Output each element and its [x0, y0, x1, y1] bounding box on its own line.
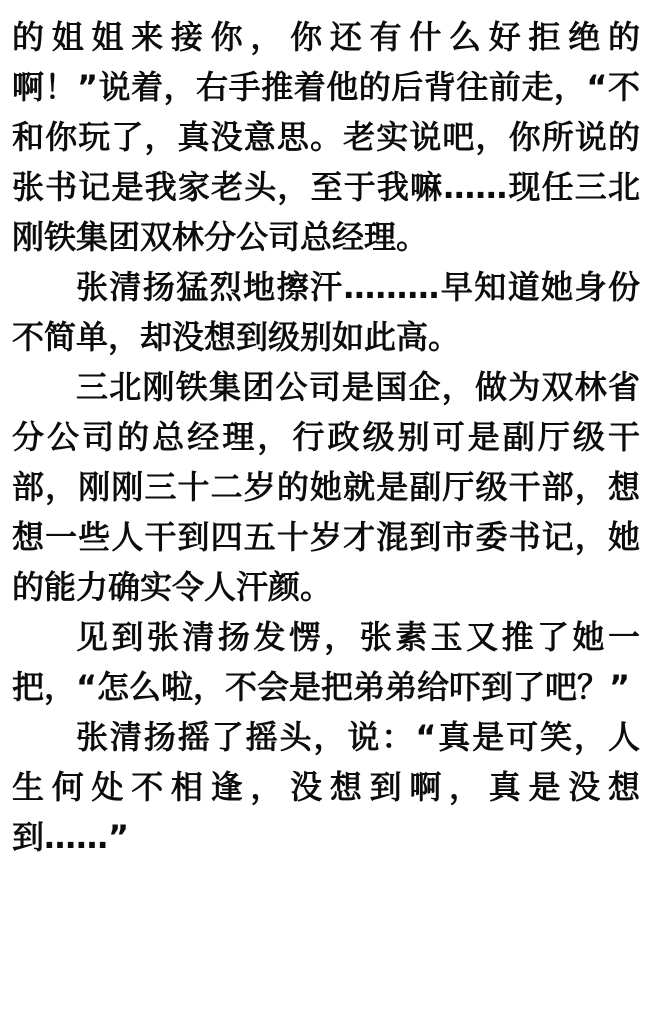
paragraph-3: 三北刚铁集团公司是国企，做为双林省分公司的总经理，行政级别可是副厅级干部，刚刚三十二岁的她就是副厅级干部，想想一些人干到四五十岁才混到市委书记，她的能力确实令人汗颜。 — [12, 368, 640, 606]
paragraph-4: 见到张清扬发愣，张素玉又推了她一把，“怎么啦，不会是把弟弟给吓到了吧？” — [12, 618, 640, 706]
paragraph-1: 的姐姐来接你，你还有什么好拒绝的啊！”说着，右手推着他的后背往前走，“不和你玩了，真没意思。老实说吧，你所说的张书记是我家老头，至于我嘛……现任三北刚铁集团双林分公司总经理。 — [12, 18, 640, 256]
paragraph-2: 张清扬猛烈地擦汗………早知道她身份不简单，却没想到级别如此高。 — [12, 268, 640, 356]
paragraph-5: 张清扬摇了摇头，说：“真是可笑，人生何处不相逢，没想到啊，真是没想到……” — [12, 718, 640, 856]
